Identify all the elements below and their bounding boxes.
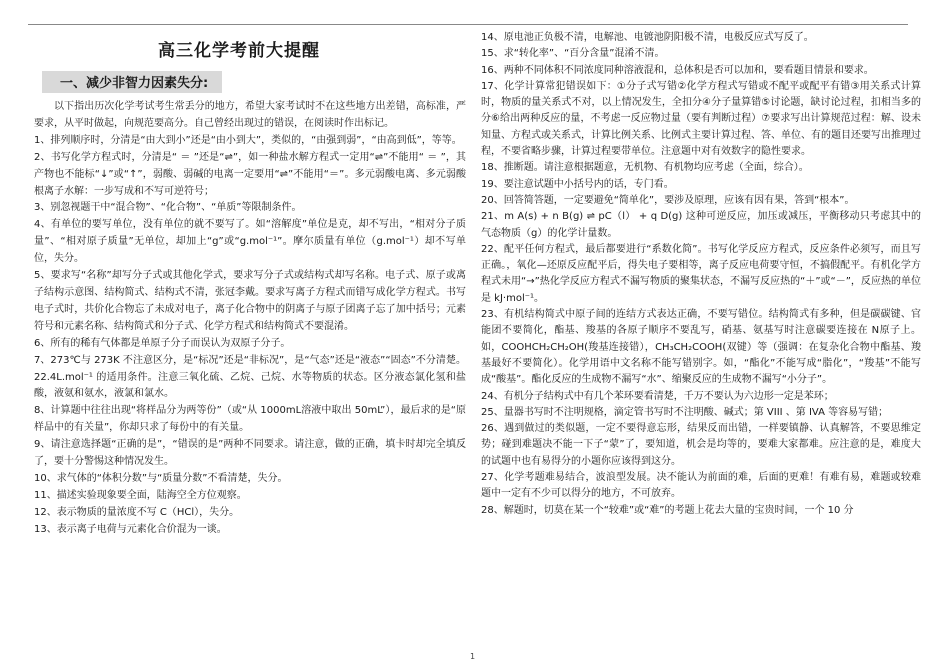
- list-item: 24、有机分子结构式中有几个苯环要看清楚，千万不要认为六边形一定是苯环；: [481, 390, 834, 402]
- list-item: 7、273℃与 273K 不注意区分，是“标况”还是“非标况”，是“气态”还是“液态”“固态”不分清楚。22.4L.mol⁻¹ 的适用条件。注意三氧化硫、乙烷、己烷、水等物质的状态。区分液态氯化氢和盐酸，液氨和氨水，液氯和氯水。: [34, 354, 466, 400]
- page-title: 高三化学考前大提醒: [158, 41, 320, 61]
- left-column: [34, 30, 466, 539]
- page-number: 1: [470, 652, 476, 661]
- intro-paragraph: 以下指出历次化学考试考生常丢分的地方，希望大家考试时不在这些地方出差错，高标准，严要求，从平时做起，向规范要高分。自己曾经出现过的错误，在阅读时作出标记。: [34, 101, 466, 129]
- section-heading: 一、减少非智力因素失分:: [42, 71, 222, 93]
- list-item: 25、量器书写时不注明规格，滴定管书写时不注明酸、碱式；第 VIII 、第 IVA 等容易写错；: [481, 406, 889, 418]
- list-item: 14、原电池正负极不清，电解池、电镀池阴阳极不清，电极反应式写反了。: [481, 32, 814, 43]
- list-item: 20、回答简答题，一定要避免“简单化”，要涉及原理，应该有因有果，答到“根本”。: [481, 194, 855, 206]
- list-item: 12、表示物质的量浓度不写 C（HCl），失分。: [34, 506, 240, 518]
- list-item: 23、有机结构简式中原子间的连结方式表达正确，不要写错位。结构简式有多种，但是碳碳键、官能团不要简化，酯基、羧基的各原子顺序不要乱写，硝基、氨基写时注意碳要连接在 N原子上。如，COOHCH₂CH₂OH(羧基连接错），CH₃CH₂COOH(双键）等（强调：在复杂化合物中酯基、羧基最好不要简化）。化学用语中文名称不能写错别字。如，“酯化”不能写成“脂化”，“羧基”不能写成“酸基”。酯化反应的生成物不漏写“水”、缩聚反应的生成物不漏写“小分子”。: [481, 309, 921, 386]
- list-item: 26、遇到做过的类似题，一定不要得意忘形，结果反而出错，一样要镇静、认真解答，不要思维定势；碰到难题决不能一下子“蒙”了，要知道，机会是均等的，要难大家都难。应注意的是，难度大的试题中也有易得分的小题你应该得到这分。: [481, 423, 921, 467]
- list-item: 1、排列顺序时，分清是“由大到小”还是“由小到大”，类似的，“由强到弱”，“由高到低”，等等。: [34, 134, 462, 146]
- list-item: 15、求“转化率”、“百分含量”混淆不清。: [481, 48, 665, 60]
- right-column: [481, 30, 921, 519]
- list-item: 8、计算题中往往出现“将样品分为两等份”（或“从 1000mL溶液中取出 50mL”），最后求的是“原样品中的有关量”，你却只求了每份中的有关量。: [34, 405, 466, 434]
- list-item: 28、解题时，切莫在某一个“较难”或“难”的考题上花去大量的宝贵时间，一个 10 分: [481, 504, 854, 516]
- list-item: 16、两种不同体积不同浓度同种溶液混和，总体积是否可以加和，要看题目情景和要求。: [481, 64, 874, 76]
- list-item: 4、有单位的要写单位，没有单位的就不要写了。如“溶解度”单位是克，却不写出，“相对分子质量”、“相对原子质量”无单位，却加上“g”或“g.mol⁻¹”。摩尔质量有单位（g.mol⁻¹）却不写单位，失分。: [34, 219, 466, 265]
- list-item: 13、表示离子电荷与元素化合价混为一谈。: [34, 523, 227, 535]
- list-item: 17、化学计算常犯错误如下：①分子式写错②化学方程式写错或不配平或配平有错③用关系式计算时，物质的量关系式不对，以上情况发生，全扣分④分子量算错⑤讨论题，缺讨论过程，扣相当多的分⑥给出两种反应的量，不考虑一反应物过量（要有判断过程）⑦要求写出计算规范过程：解、设未知量、方程式或关系式，计算比例关系、比例式主要计算过程、答、单位、有的题目还要写出推理过程，不要省略步骤，计算过程要带单位。注意题中对有效数字的隐性要求。: [481, 80, 921, 158]
- header-rule: [28, 24, 908, 25]
- list-item: 3、别忽视题干中“混合物”、“化合物”、“单质”等限制条件。: [34, 202, 302, 214]
- list-item: 11、描述实验现象要全面，陆海空全方位观察。: [34, 489, 247, 501]
- list-item: 18、推断题。请注意根据题意，无机物、有机物均应考虑（全面，综合）。: [481, 162, 809, 174]
- list-item: 5、要求写“名称”却写分子式或其他化学式，要求写分子式或结构式却写名称。电子式、原子或离子结构示意图、结构简式、结构式不清，张冠李戴。要求写离子方程式而错写成化学方程式。书写电子式时，共价化合物忘了未成对电子，离子化合物中的阴离子与原子团离子忘了加中括号；元素符号和元素名称、结构简式和分子式、化学方程式和结构简式不要混淆。: [34, 270, 466, 332]
- list-item: 10、求气体的“体积分数”与“质量分数”不看清楚，失分。: [34, 472, 288, 484]
- list-item: 21、m A(s) + n B(g) ⇌ pC（l） + q D(g) 这种可逆反应，加压或减压，平衡移动只考虑其中的气态物质（g）的化学计量数。: [481, 211, 921, 239]
- list-item: 19、要注意试题中小括号内的话，专门看。: [481, 178, 674, 190]
- list-item: 2、书写化学方程式时，分清是“ ＝ ”还是“⇌”，如一种盐水解方程式一定用“⇌”不能用“ ＝ ”，其产物也不能标“↓”或“↑”，弱酸、弱碱的电离一定要用“⇌”不能用“＝”。多元弱酸电离、多元弱酸根离子水解：一步写成和不写可逆符号；: [34, 151, 466, 197]
- list-item: 27、化学考题难易结合，波浪型发展。决不能认为前面的难，后面的更难！有难有易，难题或较难题中一定有不少可以得分的地方，不可放弃。: [481, 472, 921, 500]
- list-item: 22、配平任何方程式，最后都要进行“系数化简”。书写化学反应方程式，反应条件必须写，而且写正确。，氧化—还原反应配平后，得失电子要相等，离子反应电荷要守恒，不搞假配平。有机化学方程式未用“→”热化学反应方程式不漏写物质的聚集状态，不漏写反应热的“＋”或“－”，反应热的单位是 kJ·mol⁻¹。: [481, 243, 921, 304]
- list-item: 9、请注意选择题“正确的是”，“错误的是”两种不同要求。请注意，做的正确，填卡时却完全填反了，要十分警惕这种情况发生。: [34, 439, 466, 468]
- list-item: 6、所有的稀有气体都是单原子分子而误认为双原子分子。: [34, 337, 291, 349]
